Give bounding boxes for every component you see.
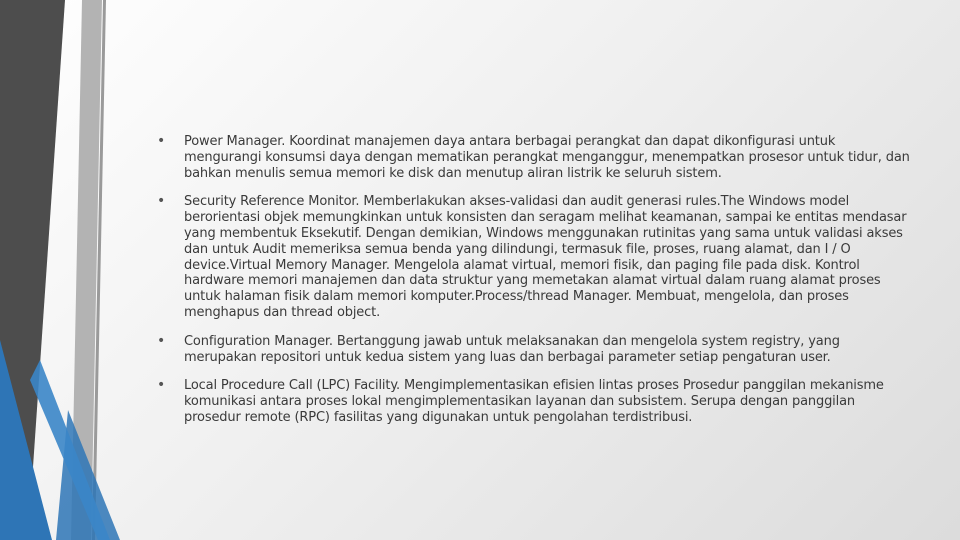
bullet-icon: • <box>157 377 166 394</box>
bullet-text: Local Procedure Call (LPC) Facility. Mengimplementasikan efisien lintas proses Prosedur panggilan mekanisme komunikasi antara proses lokal mengimplementasikan layanan dan subsistem. Serupa dengan panggilan prosedur remote (RPC) fasilitas yang digunakan untuk pengolahan terdistribusi. <box>184 378 884 425</box>
bullet-icon: • <box>157 193 166 210</box>
decorative-stripes <box>0 0 150 540</box>
bullet-configuration-manager <box>150 334 910 366</box>
bullet-text: Power Manager. Koordinat manajemen daya antara berbagai perangkat dan dapat dikonfigurasi untuk mengurangi konsumsi daya dengan mematikan perangkat menganggur, menempatkan prosesor untuk tidur, dan bahkan menulis semua memori ke disk dan menutup aliran listrik ke seluruh sistem. <box>184 134 910 181</box>
bullet-text: Security Reference Monitor. Memberlakukan akses-validasi dan audit generasi rules.The Windows model berorientasi objek memungkinkan untuk konsisten dan seragam melihat keamanan, sampai ke entitas mendasar yang membentuk Eksekutif. Dengan demikian, Windows menggunakan rutinitas yang sama untuk validasi akses dan untuk Audit memeriksa semua benda yang dilindungi, termasuk file, proses, ruang alamat, dan I / O device.Virtual Memory Manager. Mengelola alamat virtual, memori fisik, dan paging file pada disk. Kontrol hardware memori manajemen dan data struktur yang memetakan alamat virtual dalam ruang alamat proses untuk halaman fisik dalam memori komputer.Process/thread Manager. Membuat, mengelola, dan proses menghapus dan thread object. <box>184 194 907 320</box>
bullet-icon: • <box>157 332 166 349</box>
bullet-security-reference-monitor <box>150 194 910 320</box>
bullet-text: Configuration Manager. Bertanggung jawab untuk melaksanakan dan mengelola system registry, yang merupakan repositori untuk kedua sistem yang luas dan berbagai parameter setiap pengaturan user. <box>184 333 840 365</box>
bullet-local-procedure-call <box>150 378 910 425</box>
bullet-icon: • <box>157 133 166 149</box>
bullet-list <box>150 134 910 439</box>
bullet-power-manager <box>150 134 910 181</box>
